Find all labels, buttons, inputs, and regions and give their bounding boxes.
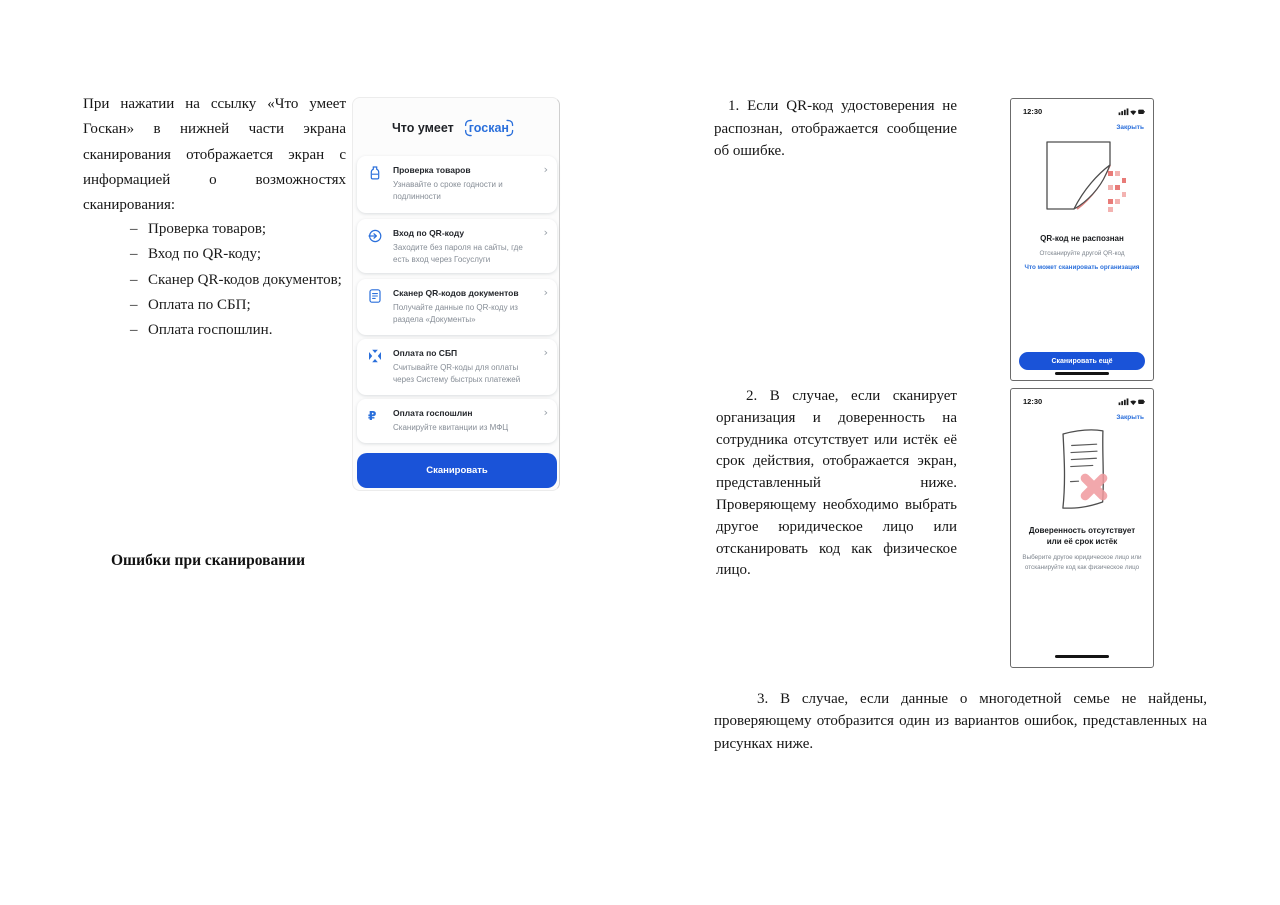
numbered-item-3: 3. В случае, если данные о многодетной семье не найдены, проверяющему отобразится один из вариантов ошибок, представленных на рисунках ниже.: [714, 691, 1207, 752]
qr-not-recognized-illustration: [1036, 135, 1128, 227]
close-link[interactable]: Закрыть: [1116, 124, 1144, 131]
error-subtitle: Выберите другое юридическое лицо или отсканируйте код как физическое лицо: [1022, 554, 1142, 572]
status-time: 12:30: [1023, 107, 1043, 116]
status-time: 12:30: [1023, 397, 1043, 406]
chevron-right-icon: ›: [543, 163, 548, 176]
card-qr-login[interactable]: [357, 219, 557, 273]
card-subtitle: Узнавайте о сроке годности и подлинности: [393, 180, 503, 202]
chevron-right-icon: ›: [543, 406, 548, 419]
card-title: Вход по QR-коду: [393, 228, 465, 238]
login-icon: [368, 229, 382, 243]
errors-heading: Ошибки при сканировании: [111, 552, 305, 569]
card-subtitle: Получайте данные по QR-коду из раздела «Документы»: [393, 303, 518, 325]
signal-wifi-battery-icons: [1118, 398, 1145, 406]
feature-list: [130, 217, 360, 343]
chevron-right-icon: ›: [543, 226, 548, 239]
goskan-brand-badge: [458, 119, 520, 137]
goskan-capabilities-screen: [352, 97, 560, 491]
poa-missing-illustration: [1036, 423, 1128, 519]
list-item: – Оплата госпошлин.: [130, 318, 360, 343]
phone-screen-qr-error: [1010, 98, 1154, 381]
card-document-qr-scanner[interactable]: [357, 279, 557, 335]
card-title: Оплата госпошлин: [393, 408, 473, 418]
ruble-icon: ₽: [368, 409, 377, 423]
list-item: – Сканер QR-кодов документов;: [130, 268, 360, 293]
scan-frame-corners-icon: [458, 119, 520, 137]
error-title: Доверенность отсутствует или её срок истёк: [1028, 526, 1136, 547]
chevron-right-icon: ›: [543, 286, 548, 299]
close-link[interactable]: Закрыть: [1116, 414, 1144, 421]
card-title: Сканер QR-кодов документов: [393, 288, 519, 298]
list-item: – Проверка товаров;: [130, 217, 360, 242]
screen-title: [353, 119, 559, 137]
error-title: QR-код не распознан: [1040, 234, 1124, 243]
card-title: Проверка товаров: [393, 165, 471, 175]
home-indicator[interactable]: [1055, 655, 1109, 659]
list-item: – Вход по QR-коду;: [130, 242, 360, 267]
sbp-icon: [368, 349, 382, 363]
bottle-icon: [368, 166, 382, 180]
numbered-item-1: 1. Если QR-код удостоверения не распознан, отображается сообщение об ошибке.: [714, 98, 957, 160]
scan-more-button[interactable]: Сканировать ещё: [1019, 352, 1145, 370]
screen-title-prefix: Что умеет: [392, 121, 454, 135]
error-subtitle: Отсканируйте другой QR-код: [1039, 250, 1125, 257]
card-title: Оплата по СБП: [393, 348, 458, 358]
card-sbp-payment[interactable]: [357, 339, 557, 395]
brand-name: госкан: [468, 121, 509, 135]
document-icon: [368, 289, 382, 303]
scan-button[interactable]: Сканировать: [357, 453, 557, 488]
card-subtitle: Заходите без пароля на сайты, где есть вход через Госуслуги: [393, 243, 523, 265]
intro-paragraph: При нажатии на ссылку «Что умеет Госкан» в нижней части экрана сканирования отображается экран с информацией о возможностях сканирования:: [83, 96, 346, 214]
card-state-duty-payment[interactable]: [357, 399, 557, 443]
numbered-item-2: 2. В случае, если сканирует организация и доверенность на сотрудника отсутствует или истёк её срок действия, отображается экран, представленный ниже. Проверяющему необходимо выбрать другое юридическое лицо или отсканировать код как физическое лицо.: [716, 388, 957, 579]
org-scan-info-link[interactable]: Что может сканировать организация: [1024, 264, 1140, 271]
card-product-check[interactable]: [357, 156, 557, 213]
phone-screen-poa-error: [1010, 388, 1154, 668]
home-indicator[interactable]: [1055, 372, 1109, 376]
chevron-right-icon: ›: [543, 346, 548, 359]
signal-wifi-battery-icons: [1118, 108, 1145, 116]
card-subtitle: Сканируйте квитанции из МФЦ: [393, 423, 509, 433]
list-item: – Оплата по СБП;: [130, 293, 360, 318]
card-subtitle: Считывайте QR-коды для оплаты через Систему быстрых платежей: [393, 363, 521, 385]
